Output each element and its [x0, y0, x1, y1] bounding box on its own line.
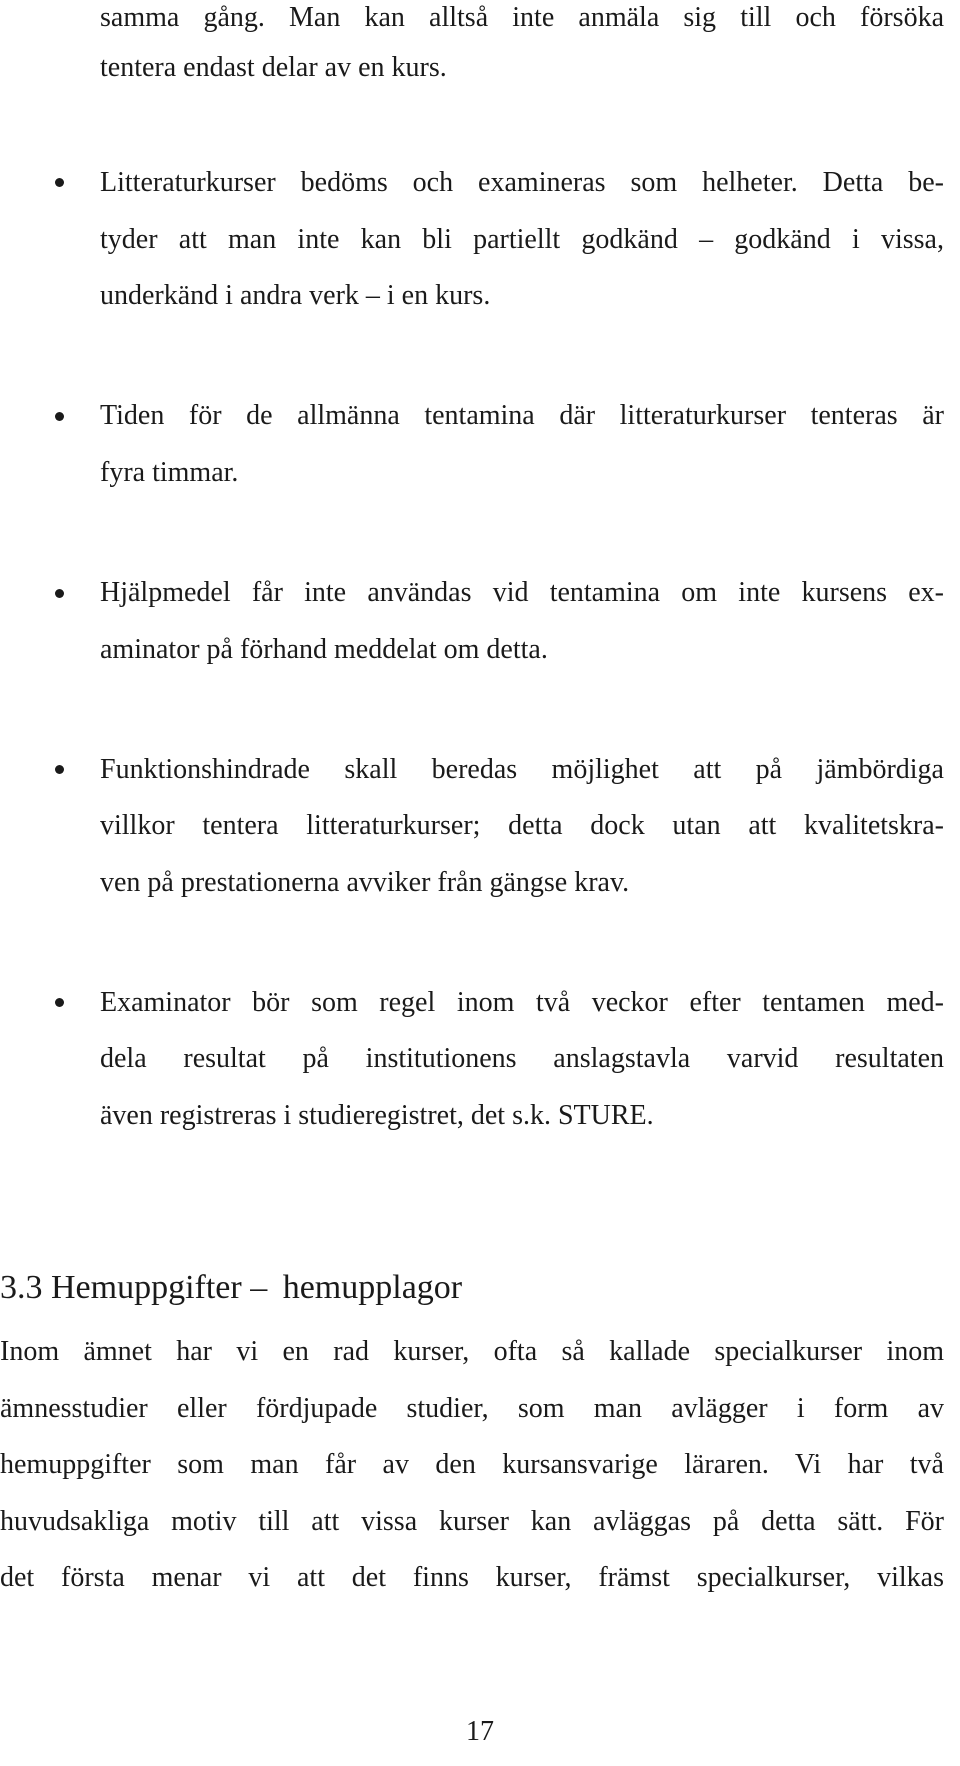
bullet-text-line: även registreras i studieregistret, det s.k. STURE.: [100, 1100, 654, 1131]
bullet-icon: [55, 178, 64, 187]
section-title-separator: –: [250, 1269, 268, 1306]
bullet-icon: [55, 998, 64, 1007]
bullet-text-line: tyder att man inte kan bli partiellt godkänd – godkänd i vissa,: [100, 224, 944, 255]
continued-text-line: samma gång. Man kan alltså inte anmäla sig till och försöka: [100, 2, 944, 33]
paragraph-line: det första menar vi att det finns kurser, främst specialkurser, vilkas: [0, 1562, 944, 1593]
section-title-part2: hemupplagor: [282, 1269, 463, 1306]
bullet-text-line: dela resultat på institutionens anslagstavla varvid resultaten: [100, 1043, 944, 1074]
page-number: 17: [466, 1716, 494, 1747]
bullet-icon: [55, 589, 64, 598]
bullet-text-line: Litteraturkurser bedöms och examineras som helheter. Detta be-: [100, 167, 944, 198]
section-title-part1: Hemuppgifter: [51, 1269, 242, 1306]
section-heading: [0, 1268, 462, 1308]
paragraph-line: huvudsakliga motiv till att vissa kurser kan avläggas på detta sätt. För: [0, 1506, 944, 1537]
bullet-text-line: underkänd i andra verk – i en kurs.: [100, 280, 491, 311]
bullet-text-line: Hjälpmedel får inte användas vid tentamina om inte kursens ex-: [100, 577, 944, 608]
bullet-text-line: Funktionshindrade skall beredas möjlighet att på jämbördiga: [100, 754, 944, 785]
paragraph-line: ämnesstudier eller fördjupade studier, som man avlägger i form av: [0, 1393, 944, 1424]
section-number: 3.3: [0, 1269, 43, 1306]
bullet-text-line: ven på prestationerna avviker från gängse krav.: [100, 867, 630, 898]
bullet-text-line: Examinator bör som regel inom två veckor efter tentamen med-: [100, 987, 944, 1018]
bullet-icon: [55, 765, 64, 774]
bullet-text-line: fyra timmar.: [100, 457, 239, 488]
continued-text-line: tentera endast delar av en kurs.: [100, 52, 447, 83]
bullet-text-line: aminator på förhand meddelat om detta.: [100, 634, 548, 665]
paragraph-line: hemuppgifter som man får av den kursansvarige läraren. Vi har två: [0, 1449, 944, 1480]
bullet-icon: [55, 412, 64, 421]
bullet-text-line: Tiden för de allmänna tentamina där litteraturkurser tenteras är: [100, 400, 944, 431]
paragraph-line: Inom ämnet har vi en rad kurser, ofta så kallade specialkurser inom: [0, 1336, 944, 1367]
bullet-text-line: villkor tentera litteraturkurser; detta dock utan att kvalitetskra-: [100, 810, 944, 841]
